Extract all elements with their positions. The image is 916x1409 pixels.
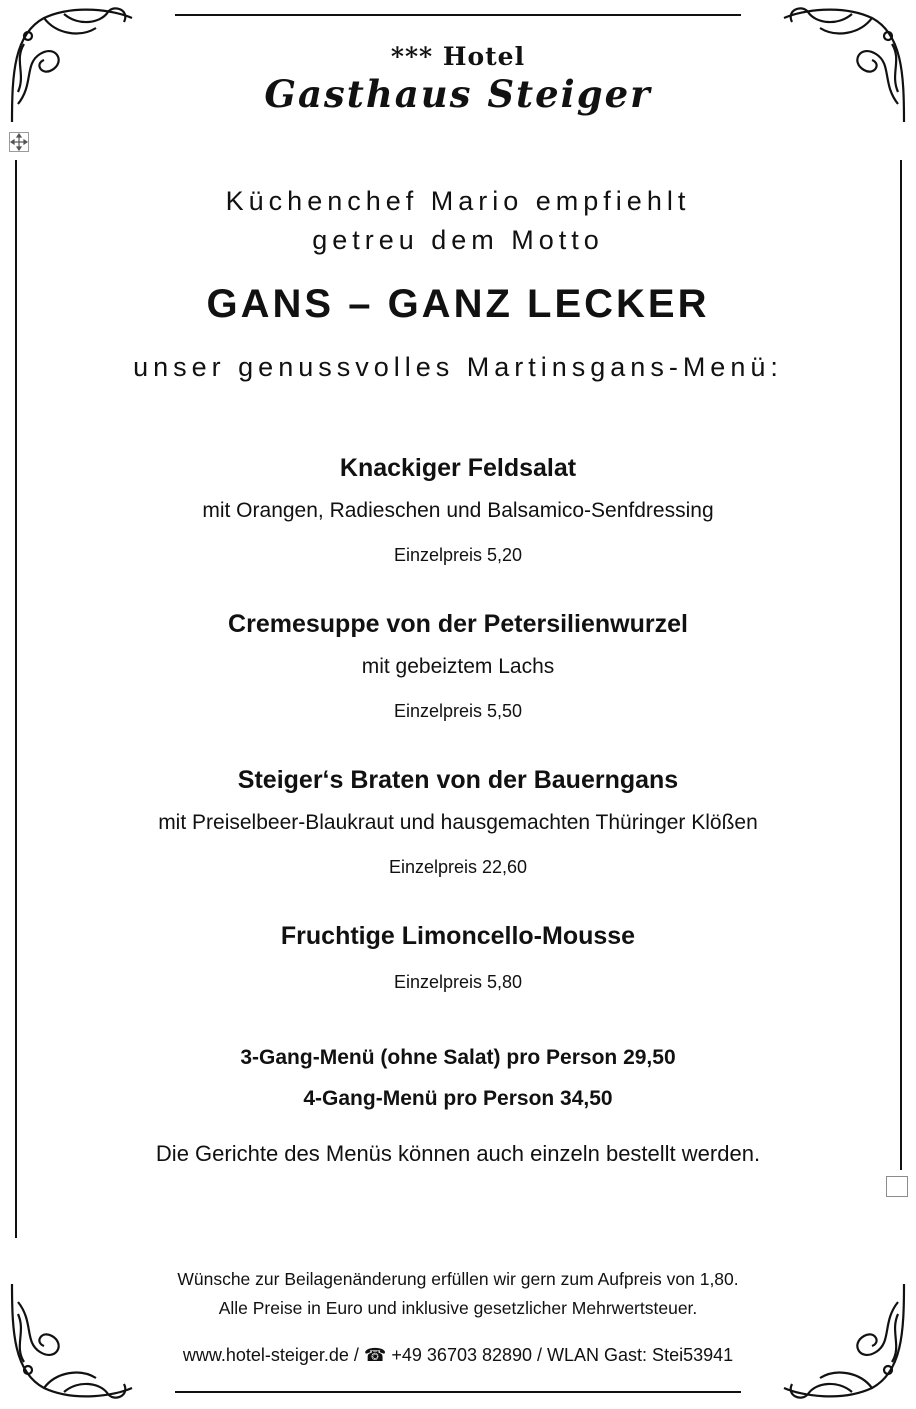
dish-title: Fruchtige Limoncello-Mousse bbox=[280, 922, 636, 950]
three-course-menu-price: 3-Gang-Menü (ohne Salat) pro Person 29,50 bbox=[240, 1046, 676, 1069]
website-link[interactable]: www.hotel-steiger.de / bbox=[182, 1345, 359, 1365]
four-course-menu-price: 4-Gang-Menü pro Person 34,50 bbox=[303, 1087, 613, 1110]
dish-description: mit gebeiztem Lachs bbox=[361, 655, 555, 678]
dish-title: Cremesuppe von der Petersilienwurzel bbox=[228, 610, 688, 638]
table-resize-handle[interactable] bbox=[886, 1176, 908, 1197]
dish-description: mit Orangen, Radieschen und Balsamico-Senfdressing bbox=[202, 499, 714, 522]
telephone-icon: ☎ bbox=[363, 1345, 387, 1365]
intro-line-1: Küchenchef Mario empfiehlt bbox=[225, 186, 691, 216]
dish-price: Einzelpreis 5,80 bbox=[393, 972, 523, 992]
phone-and-wifi: +49 36703 82890 / WLAN Gast: Stei53941 bbox=[391, 1345, 734, 1365]
footer-price-note: Alle Preise in Euro und inklusive gesetzlicher Mehrwertsteuer. bbox=[218, 1298, 698, 1318]
dish-price: Einzelpreis 22,60 bbox=[388, 857, 528, 877]
intro-line-2: getreu dem Motto bbox=[312, 225, 604, 255]
hotel-stars-line: *** Hotel bbox=[390, 42, 526, 71]
hotel-name-logo: Gasthaus Steiger bbox=[264, 72, 652, 116]
move-arrows-icon bbox=[10, 133, 28, 151]
dish-title: Steiger‘s Braten von der Bauerngans bbox=[237, 766, 679, 794]
table-move-handle[interactable] bbox=[9, 132, 29, 152]
page-title: GANS – GANZ LECKER bbox=[206, 282, 710, 326]
single-order-note: Die Gerichte des Menüs können auch einzeln bestellt werden. bbox=[155, 1141, 761, 1166]
bottom-border-line bbox=[175, 1391, 741, 1393]
dish-description: mit Preiselbeer-Blaukraut und hausgemachten Thüringer Klößen bbox=[158, 811, 758, 834]
menu-subtitle: unser genussvolles Martinsgans-Menü: bbox=[133, 352, 783, 382]
dish-title: Knackiger Feldsalat bbox=[339, 454, 577, 482]
top-border-line bbox=[175, 14, 741, 16]
dish-price: Einzelpreis 5,20 bbox=[393, 545, 523, 565]
footer-side-dish-note: Wünsche zur Beilagenänderung erfüllen wir gern zum Aufpreis von 1,80. bbox=[177, 1269, 739, 1289]
footer-contact-line bbox=[0, 1345, 916, 1366]
dish-price: Einzelpreis 5,50 bbox=[393, 701, 523, 721]
